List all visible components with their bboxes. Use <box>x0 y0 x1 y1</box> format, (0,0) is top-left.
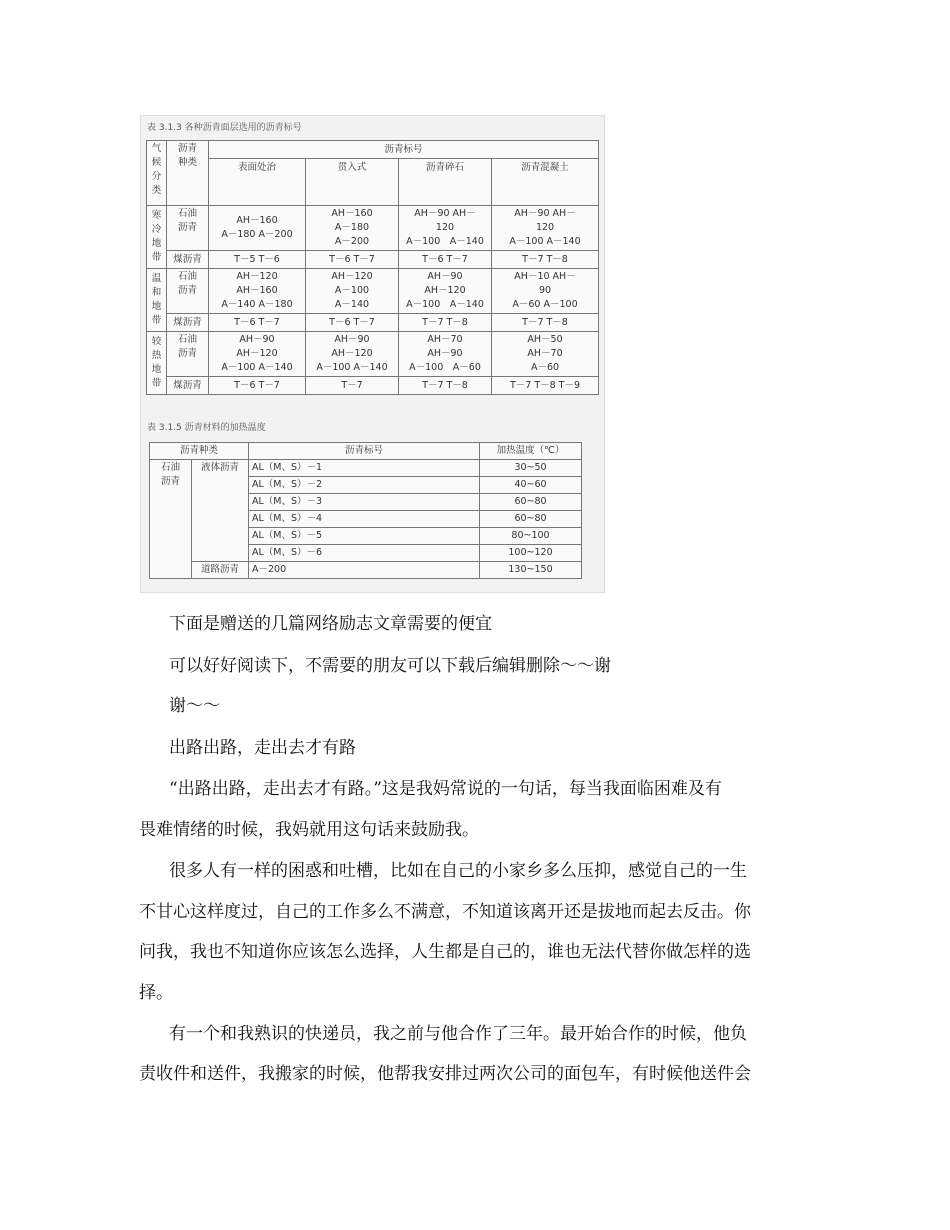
table-cell: 40~60 <box>480 477 582 494</box>
header-penetration: 贯入式 <box>306 159 399 206</box>
asphalt-grade-table <box>146 140 599 395</box>
paragraph-line: “出路出路，走出去才有路。”这是我妈常说的一句话，每当我面临困难及有 <box>169 779 722 799</box>
table-cell: AH－90 AH－ 120 A－100 A－140 <box>492 206 599 251</box>
climate-cold: 寒 冷 地 带 <box>147 206 167 269</box>
table-cell: T－6 T－7 <box>306 251 399 269</box>
table-cell: T－7 T－8 <box>399 314 492 332</box>
header-temperature: 加热温度（℃） <box>480 443 582 460</box>
petro-label: 石油 沥青 <box>167 269 209 314</box>
table-cell: AH－90 AH－120 A－100 A－140 <box>399 269 492 314</box>
header-type: 沥青种类 <box>150 443 249 460</box>
table-cell: T－6 T－7 <box>306 314 399 332</box>
table-cell: T－5 T－6 <box>209 251 306 269</box>
paragraph-line: 畏难情绪的时候，我妈就用这句话来鼓励我。 <box>139 820 479 840</box>
table1-caption: 表 3.1.3 各种沥青面层选用的沥青标号 <box>147 123 302 133</box>
table-cell: AL（M、S）－5 <box>249 528 480 545</box>
table-cell: 80~100 <box>480 528 582 545</box>
subtype-road: 道路沥青 <box>192 562 249 579</box>
header-climate: 气 候 分 类 <box>147 141 167 206</box>
table-cell: AH－90 AH－120 A－100 A－140 <box>209 332 306 377</box>
paragraph-line: 择。 <box>139 983 173 1003</box>
table-cell: 130~150 <box>480 562 582 579</box>
table-cell: AH－120 AH－160 A－140 A－180 <box>209 269 306 314</box>
intro-line-2: 可以好好阅读下，不需要的朋友可以下载后编辑删除～～谢 <box>169 656 611 676</box>
header-grade: 沥青标号 <box>249 443 480 460</box>
table-cell: AH－50 AH－70 A－60 <box>492 332 599 377</box>
table-cell: T－7 T－8 <box>399 377 492 395</box>
table-cell: T－6 T－7 <box>399 251 492 269</box>
header-concrete: 沥青混凝土 <box>492 159 599 206</box>
header-surface-treatment: 表面处治 <box>209 159 306 206</box>
climate-mild: 温 和 地 带 <box>147 269 167 332</box>
paragraph-line: 很多人有一样的困惑和吐槽，比如在自己的小家乡多么压抑，感觉自己的一生 <box>169 861 747 881</box>
coal-label: 煤沥青 <box>167 377 209 395</box>
paragraph-line: 责收件和送件，我搬家的时候，他帮我安排过两次公司的面包车，有时候他送件会 <box>139 1064 751 1084</box>
table-cell: AH－120 A－100 A－140 <box>306 269 399 314</box>
table-cell: 100~120 <box>480 545 582 562</box>
table-cell: T－7 T－8 <box>492 314 599 332</box>
climate-hot: 较 热 地 带 <box>147 332 167 395</box>
paragraph-line: 有一个和我熟识的快递员，我之前与他合作了三年。最开始合作的时候，他负 <box>169 1024 747 1044</box>
table-cell: AL（M、S）－2 <box>249 477 480 494</box>
table-cell: AH－10 AH－ 90 A－60 A－100 <box>492 269 599 314</box>
header-macadam: 沥青碎石 <box>399 159 492 206</box>
type-petroleum: 石油 沥青 <box>150 460 192 579</box>
table-cell: AL（M、S）－1 <box>249 460 480 477</box>
scanned-tables-image <box>140 115 605 593</box>
header-asphalt-type: 沥青 种类 <box>167 141 209 206</box>
table-cell: AH－90 AH－120 A－100 A－140 <box>306 332 399 377</box>
table-cell: AH－160 A－180 A－200 <box>209 206 306 251</box>
intro-line-1: 下面是赠送的几篇网络励志文章需要的便宜 <box>169 614 492 634</box>
intro-line-3: 谢～～ <box>169 696 220 716</box>
heating-temperature-table <box>149 442 582 579</box>
subtype-liquid: 液体沥青 <box>192 460 249 562</box>
table-cell: AH－70 AH－90 A－100 A－60 <box>399 332 492 377</box>
table-cell: AH－90 AH－ 120 A－100 A－140 <box>399 206 492 251</box>
coal-label: 煤沥青 <box>167 314 209 332</box>
petro-label: 石油 沥青 <box>167 206 209 251</box>
paragraph-line: 不甘心这样度过，自己的工作多么不满意，不知道该离开还是拔地而起去反击。你 <box>139 902 751 922</box>
article-title: 出路出路，走出去才有路 <box>169 738 356 758</box>
table-cell: T－6 T－7 <box>209 377 306 395</box>
coal-label: 煤沥青 <box>167 251 209 269</box>
table-cell: AL（M、S）－3 <box>249 494 480 511</box>
table-cell: 60~80 <box>480 494 582 511</box>
table-cell: 60~80 <box>480 511 582 528</box>
table-cell: T－7 <box>306 377 399 395</box>
table2-caption: 表 3.1.5 沥青材料的加热温度 <box>147 423 266 433</box>
table-cell: AL（M、S）－4 <box>249 511 480 528</box>
petro-label: 石油 沥青 <box>167 332 209 377</box>
table-cell: T－7 T－8 <box>492 251 599 269</box>
table-cell: A－200 <box>249 562 480 579</box>
table-cell: 30~50 <box>480 460 582 477</box>
table-cell: T－7 T－8 T－9 <box>492 377 599 395</box>
table-cell: AL（M、S）－6 <box>249 545 480 562</box>
paragraph-line: 问我，我也不知道你应该怎么选择，人生都是自己的，谁也无法代替你做怎样的选 <box>139 942 751 962</box>
table-cell: AH－160 A－180 A－200 <box>306 206 399 251</box>
table-cell: T－6 T－7 <box>209 314 306 332</box>
header-grade-group: 沥青标号 <box>209 141 599 159</box>
